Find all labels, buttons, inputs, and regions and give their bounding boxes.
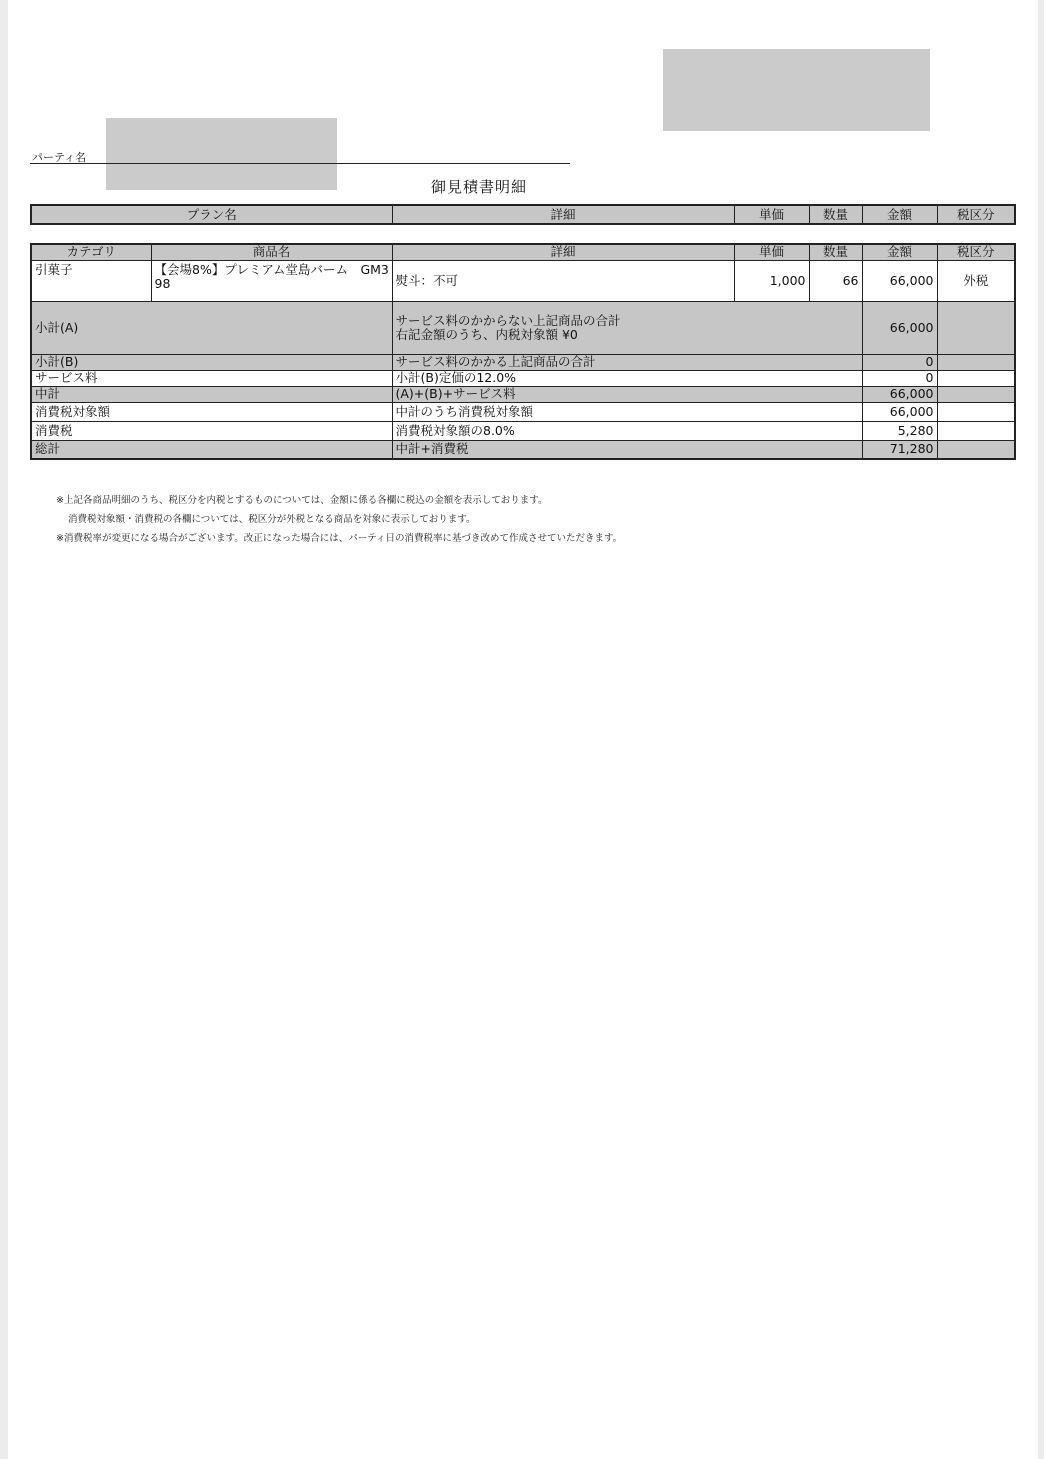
category-header: カテゴリ: [31, 244, 151, 260]
subtotal-b-row: [31, 354, 1015, 370]
grand-total-amount: 71,280: [862, 440, 937, 459]
party-name-underline: [30, 163, 570, 164]
subtotal-a-detail-line2: 右記金額のうち、内税対象額 ¥0: [395, 326, 578, 342]
plan-tax-type-header: 税区分: [937, 205, 1015, 224]
tax-row: [31, 421, 1015, 440]
subtotal-b-tax-cell: [937, 354, 1015, 370]
taxable-row: [31, 402, 1015, 421]
subtotal-b-detail: サービス料のかかる上記商品の合計: [392, 354, 862, 370]
tax-detail: 消費税対象額の8.0%: [392, 421, 862, 440]
subtotal-a-detail: [392, 301, 862, 354]
item-quantity: 66: [809, 260, 862, 301]
subtotal-a-detail-line1: サービス料のかからない上記商品の合計: [395, 312, 621, 328]
item-category: 引菓子: [31, 260, 151, 301]
taxable-tax-cell: [937, 402, 1015, 421]
service-fee-tax-cell: [937, 370, 1015, 386]
plan-unit-price-header: 単価: [734, 205, 809, 224]
items-table: [30, 243, 1016, 460]
item-amount: 66,000: [862, 260, 937, 301]
items-header-row: [31, 244, 1015, 260]
middle-total-amount: 66,000: [862, 386, 937, 402]
item-tax-type: 外税: [937, 260, 1015, 301]
party-name-label: パーティ名: [32, 151, 87, 164]
footnote-1: ※上記各商品明細のうち、税区分を内税とするものについては、金額に係る各欄に税込の金額を表示しております。: [56, 495, 548, 506]
tax-tax-cell: [937, 421, 1015, 440]
tax-type-header: 税区分: [937, 244, 1015, 260]
plan-amount-header: 金額: [862, 205, 937, 224]
grand-total-tax-cell: [937, 440, 1015, 459]
item-name: [151, 260, 392, 301]
plan-quantity-header: 数量: [809, 205, 862, 224]
subtotal-a-amount: 66,000: [862, 301, 937, 354]
product-name-header: 商品名: [151, 244, 392, 260]
subtotal-a-label: 小計(A): [31, 301, 392, 354]
plan-detail-header: 詳細: [392, 205, 734, 224]
middle-total-row: [31, 386, 1015, 402]
taxable-detail: 中計のうち消費税対象額: [392, 402, 862, 421]
page-title: 御見積書明細: [431, 178, 528, 196]
redacted-party-name: [106, 118, 337, 190]
subtotal-b-amount: 0: [862, 354, 937, 370]
subtotal-b-label: 小計(B): [31, 354, 392, 370]
redacted-block-top-right: [663, 49, 930, 131]
detail-header: 詳細: [392, 244, 734, 260]
service-fee-row: [31, 370, 1015, 386]
estimate-page: [8, 0, 1038, 1459]
plan-header-row: [31, 205, 1015, 224]
item-name-line2: 98: [154, 275, 171, 291]
table-row: [31, 260, 1015, 301]
footnote-2: 消費税対象額・消費税の各欄については、税区分が外税となる商品を対象に表示しております。: [68, 514, 476, 525]
middle-total-detail: (A)+(B)+サービス料: [392, 386, 862, 402]
service-fee-amount: 0: [862, 370, 937, 386]
grand-total-detail: 中計+消費税: [392, 440, 862, 459]
middle-total-label: 中計: [31, 386, 392, 402]
grand-total-label: 総計: [31, 440, 392, 459]
service-fee-detail: 小計(B)定価の12.0%: [392, 370, 862, 386]
tax-label: 消費税: [31, 421, 392, 440]
plan-table: [30, 204, 1016, 225]
taxable-amount: 66,000: [862, 402, 937, 421]
grand-total-row: [31, 440, 1015, 459]
item-name-line1: 【会場8%】プレミアム堂島バーム GM3: [154, 261, 389, 277]
subtotal-a-tax-cell: [937, 301, 1015, 354]
plan-name-header: プラン名: [31, 205, 392, 224]
amount-header: 金額: [862, 244, 937, 260]
unit-price-header: 単価: [734, 244, 809, 260]
footnotes: [56, 491, 622, 548]
taxable-label: 消費税対象額: [31, 402, 392, 421]
middle-total-tax-cell: [937, 386, 1015, 402]
footnote-3: ※消費税率が変更になる場合がございます。改正になった場合には、パーティ日の消費税率に基づき改めて作成させていただきます。: [56, 533, 623, 544]
subtotal-a-row: [31, 301, 1015, 354]
item-detail: 熨斗：不可: [392, 260, 734, 301]
quantity-header: 数量: [809, 244, 862, 260]
service-fee-label: サービス料: [31, 370, 392, 386]
item-unit-price: 1,000: [734, 260, 809, 301]
tax-amount: 5,280: [862, 421, 937, 440]
